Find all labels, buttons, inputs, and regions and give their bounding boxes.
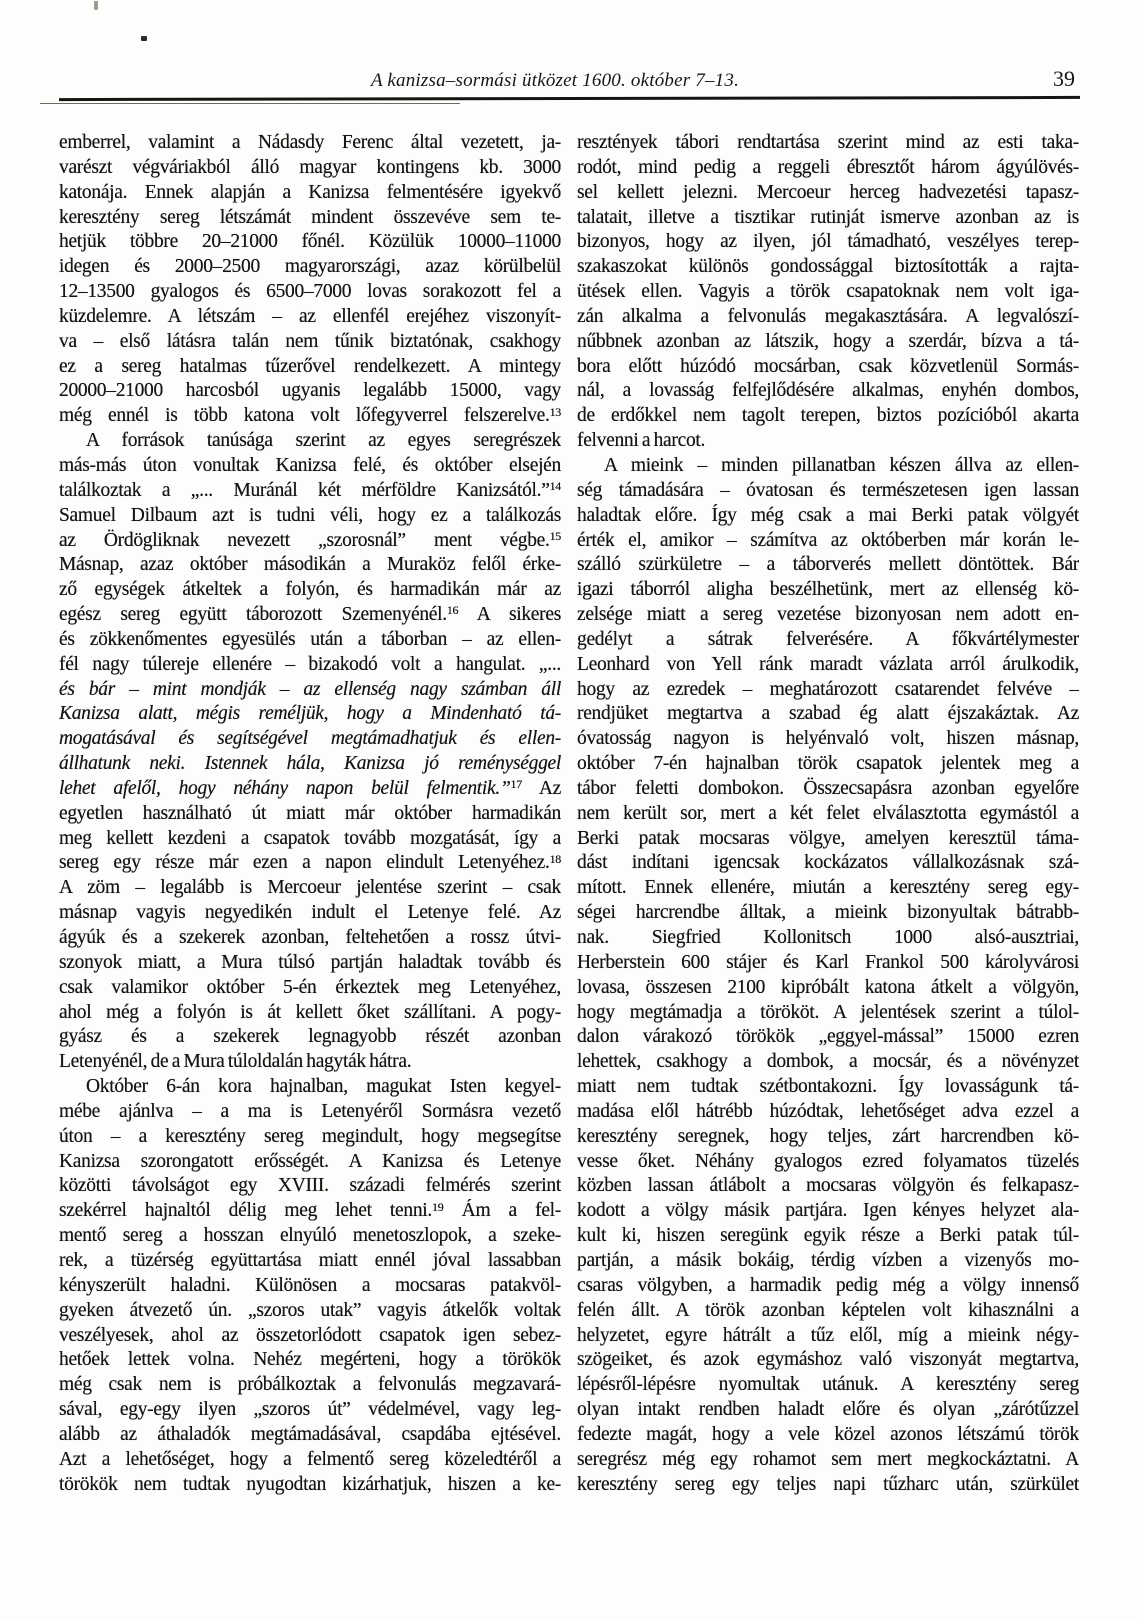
text-line (577, 1448, 1079, 1473)
body-text: szekérrel hajnaltól délig meg lehet tenni. (59, 1200, 433, 1222)
text-line (577, 429, 1079, 454)
body-text: gyeken átvezető ún. „szoros utak” vagyis átkelők voltak (59, 1299, 561, 1321)
text-line (577, 1324, 1079, 1349)
text-line (59, 802, 561, 827)
text-line (59, 553, 561, 578)
text-line (59, 1001, 561, 1026)
body-text: sával, egy-egy ilyen „szoros út” védelmével, vagy leg- (59, 1399, 561, 1421)
text-line (59, 1398, 561, 1423)
text-line (577, 1299, 1079, 1324)
body-text: Ám a fel- (443, 1200, 561, 1222)
text-line (59, 454, 561, 479)
body-text: Azt a lehetőséget, hogy a felmentő sereg közeledtéről a (59, 1448, 561, 1470)
body-text: Az (521, 777, 561, 799)
page-number: 39 (1053, 66, 1075, 91)
text-line (577, 976, 1079, 1001)
text-line (59, 379, 561, 404)
body-text: ségei harcrendbe álltak, a mieink bizonyultak bátrabb- (577, 902, 1079, 924)
text-line (577, 1100, 1079, 1125)
text-line (577, 653, 1079, 678)
body-text: katonája. Ennek alapján a Kanizsa felmentésére igyekvő (59, 181, 561, 203)
text-line (577, 255, 1079, 280)
text-line (59, 1174, 561, 1199)
footnote-ref: 15 (549, 528, 561, 543)
text-column-right (577, 131, 1079, 1497)
text-line (577, 802, 1079, 827)
body-text: 12–13500 gyalogos és 6500–7000 lovas sorakozott fel a (59, 281, 561, 303)
body-text: egyetlen használható út miatt már október harmadikán (59, 802, 561, 824)
text-line (577, 1373, 1079, 1398)
body-text: egész sereg együtt táborozott Szemenyénél. (59, 604, 447, 626)
quote-italic-text: mogatásával és segítségével megtámadhatjuk és ellen- (59, 728, 561, 750)
text-line (59, 603, 561, 628)
body-text: szakaszokat különös gondossággal biztosították a rajta- (577, 256, 1079, 278)
text-line (577, 529, 1079, 554)
text-line (59, 1050, 561, 1075)
body-text: nem került sor, mert a két felet elválasztotta egymástól a (577, 802, 1079, 824)
body-text: sel kellett jelezni. Mercoeur herceg hadvezetési tapasz- (577, 181, 1079, 203)
text-line (577, 181, 1079, 206)
body-text: zán alkalma a felvonulás megakasztására. A legvalószí- (577, 305, 1079, 327)
text-line (59, 429, 561, 454)
body-text: Október 6-án kora hajnalban, magukat Isten kegyel- (86, 1076, 561, 1098)
text-line (59, 752, 561, 777)
text-line (577, 1423, 1079, 1448)
text-line (59, 1423, 561, 1448)
text-line (577, 553, 1079, 578)
body-text: meg kellett kezdeni a csapatok tovább mozgatását, így a (59, 827, 561, 849)
body-text: ahol még a folyón is át kellett őket szállítani. A pogy- (59, 1001, 561, 1023)
body-text: A sikeres (458, 604, 561, 626)
text-line (59, 727, 561, 752)
body-text: úton – a keresztény sereg megindult, hogy megsegítse (59, 1125, 561, 1147)
body-text: fél nagy túlereje ellenére – bizakodó volt a hangulat. „... (59, 653, 561, 675)
body-text: Samuel Dilbaum azt is tudni véli, hogy ez a találkozás (59, 504, 561, 526)
text-line (577, 951, 1079, 976)
body-text: helyzetet, egyre hátrált a tűz elől, míg a mieink négy- (577, 1324, 1079, 1346)
text-line (577, 1050, 1079, 1075)
text-line (577, 156, 1079, 181)
body-text: közben lassan átlábolt a mocsaras völgyön és felkapasz- (577, 1175, 1079, 1197)
text-line (577, 404, 1079, 429)
body-text: A mieink – minden pillanatban készen állva az ellen- (604, 454, 1079, 476)
body-text: ez a sereg hatalmas tűzerővel rendelkezett. A mintegy (59, 355, 561, 377)
text-line (577, 230, 1079, 255)
text-line (577, 131, 1079, 156)
body-text: va – első látásra talán nem tűnik biztatónak, csakhogy (59, 330, 561, 352)
text-line (577, 1001, 1079, 1026)
footnote-ref: 19 (432, 1199, 444, 1214)
body-text: kult ki, hiszen seregünk egyik része a Berki patak túl- (577, 1225, 1079, 1247)
body-text: közötti távolságot egy XVIII. századi felmérés szerint (59, 1175, 561, 1197)
text-line (577, 901, 1079, 926)
body-text: lépésről-lépésre nyomultak utánuk. A keresztény sereg (577, 1374, 1079, 1396)
body-text: partján, a másik bokáig, térdig vízben a vizenyős mo- (577, 1249, 1079, 1271)
footnote-ref: 14 (549, 479, 561, 494)
quote-italic-text: lehet afelől, hogy néhány napon belül felmentik.” (59, 777, 511, 799)
text-line (59, 355, 561, 380)
body-text: még csak nem is próbálkoztak a felvonulás megzavará- (59, 1374, 561, 1396)
quote-italic-text: Kanizsa alatt, mégis reméljük, hogy a Mindenható tá- (59, 703, 561, 725)
text-line (59, 702, 561, 727)
text-line (59, 1324, 561, 1349)
text-line (577, 578, 1079, 603)
text-line (59, 1125, 561, 1150)
body-text: fedezte magát, hogy a vele közel azonos létszámú török (577, 1423, 1079, 1445)
body-text: az Ördögliknak nevezett „szorosnál” ment végbe. (59, 529, 550, 551)
body-text: dást indítani igencsak kockázatos vállalkozásnak szá- (577, 852, 1079, 874)
body-text: keresztény sereg egy teljes napi tűzharc után, szürkület (577, 1473, 1079, 1495)
text-line (577, 678, 1079, 703)
text-line (577, 876, 1079, 901)
body-text: mított. Ennek ellenére, miután a keresztény sereg egy- (577, 877, 1079, 899)
text-line (59, 876, 561, 901)
text-line (59, 926, 561, 951)
body-text: bizonyos, hogy az ilyen, jól támadható, veszélyes terep- (577, 231, 1079, 253)
text-line (59, 156, 561, 181)
text-line (577, 504, 1079, 529)
body-text: rek, a tüzérség együttartása miatt ennél jóval lassabban (59, 1249, 561, 1271)
body-text: sereg egy része már ezen a napon elindult Letenyéhez. (59, 852, 550, 874)
text-line (59, 181, 561, 206)
body-text: Kanizsa szorongatott erősségét. A Kanizsa és Letenye (59, 1150, 561, 1172)
body-text: hetőek lettek volna. Nehéz megérteni, hogy a törökök (59, 1349, 561, 1371)
body-text: csaras völgyben, a harmadik pedig még a völgy innenső (577, 1274, 1079, 1296)
body-text: találkoztak a „... Muránál két mérföldre Kanizsától.” (59, 479, 550, 501)
text-line (59, 678, 561, 703)
body-text: ző egységek átkeltek a folyón, és harmadikán már az (59, 579, 561, 601)
footnote-ref: 18 (549, 851, 561, 866)
text-line (59, 255, 561, 280)
body-text: miatt nem tudtak szétbontakozni. Így lovasságunk tá- (577, 1076, 1079, 1098)
text-line (59, 1100, 561, 1125)
text-line (577, 1398, 1079, 1423)
body-text: felvenni a harcot. (577, 430, 706, 452)
body-text: veszélyesek, ahol az összetorlódott csapatok igen sebez- (59, 1324, 561, 1346)
body-text: mentő sereg a hosszan elnyúló menetoszlopok, a szeke- (59, 1225, 561, 1247)
text-line (59, 1249, 561, 1274)
text-line (59, 628, 561, 653)
body-text: A zöm – legalább is Mercoeur jelentése szerint – csak (59, 877, 561, 899)
running-header-title: A kanizsa–sormási ütközet 1600. október 7–13. (370, 70, 740, 91)
text-line (59, 1448, 561, 1473)
footnote-ref: 17 (510, 777, 522, 792)
body-text: de erdőkkel nem tagolt terepen, biztos pozícióból akarta (577, 405, 1079, 427)
body-text: kényszerült haladni. Különösen a mocsaras patakvöl- (59, 1274, 561, 1296)
body-text: bora előtt húzódó mocsárban, csak közvetlenül Sormás- (577, 355, 1079, 377)
body-text: másnap vagyis negyedikén indult el Letenye felé. Az (59, 902, 561, 924)
header-rule (59, 96, 1080, 101)
text-line (577, 1224, 1079, 1249)
body-text: A források tanúsága szerint az egyes seregrészek (86, 430, 561, 452)
text-line (59, 479, 561, 504)
text-line (577, 206, 1079, 231)
body-text: gedélyt a sátrak felverésére. A főkvártélymester (577, 628, 1079, 650)
text-line (577, 1150, 1079, 1175)
text-line (59, 1299, 561, 1324)
body-text: küzdelemre. A létszám – az ellenfél erejéhez viszonyít- (59, 305, 561, 327)
text-line (577, 280, 1079, 305)
body-text: lehettek, csakhogy a dombok, a mocsár, és a növényzet (577, 1051, 1079, 1073)
body-text: gyász és a szekerek legnagyobb részét azonban (59, 1026, 561, 1048)
text-line (577, 777, 1079, 802)
body-text: nűbbnek azonban az látszik, hogy a szerdár, bízva a tá- (577, 330, 1079, 352)
quote-italic-text: és bár – mint mondják – az ellenség nagy számban áll (59, 678, 561, 700)
text-line (59, 280, 561, 305)
body-text: Másnap, azaz október másodikán a Muraköz felől érke- (59, 554, 561, 576)
body-text: csak valamikor október 5-én érkeztek meg Letenyéhez, (59, 976, 561, 998)
text-line (59, 1473, 561, 1498)
body-text: Leonhard von Yell ránk maradt vázlata arról árulkodik, (577, 653, 1079, 675)
text-line (577, 330, 1079, 355)
text-line (577, 628, 1079, 653)
text-line (59, 653, 561, 678)
body-text: még ennél is több katona volt lőfegyverrel felszerelve. (59, 405, 550, 427)
body-text: hogy az ezredek – meghatározott csatarendet felvéve – (577, 678, 1079, 700)
text-line (59, 1224, 561, 1249)
text-line (59, 1025, 561, 1050)
text-line (59, 504, 561, 529)
text-line (577, 479, 1079, 504)
text-line (577, 603, 1079, 628)
body-text: idegen és 2000–2500 magyarországi, azaz körülbelül (59, 256, 561, 278)
body-text: dalon várakozó törökök „eggyel-mással” 15000 ezren (577, 1026, 1079, 1048)
body-text: kodott a völgy másik partjára. Igen kényes helyzet ala- (577, 1200, 1079, 1222)
text-line (59, 1373, 561, 1398)
text-line (577, 851, 1079, 876)
text-line (59, 404, 561, 429)
body-text: haladtak előre. Így még csak a mai Berki patak völgyét (577, 504, 1079, 526)
quote-italic-text: állhatunk neki. Istennek hála, Kanizsa jó reménységgel (59, 753, 561, 775)
text-line (59, 305, 561, 330)
text-line (59, 529, 561, 554)
body-text: 20000–21000 harcosból ugyanis legalább 15000, vagy (59, 380, 561, 402)
body-text: október 7-én hajnalban török csapatok jelentek meg a (577, 753, 1079, 775)
body-text: zelsége miatt a sereg vezetése bizonyosan nem adott en- (577, 604, 1079, 626)
body-text: varészt végváriakból álló magyar kontingens kb. 3000 (59, 156, 561, 178)
text-line (59, 1348, 561, 1373)
body-text: Berki patak mocsaras völgye, amelyen keresztül táma- (577, 827, 1079, 849)
header-rule-shadow (40, 103, 460, 104)
text-line (59, 578, 561, 603)
text-line (577, 1075, 1079, 1100)
body-text: hogy megtámadja a törököt. A jelentések szerint a túlol- (577, 1001, 1079, 1023)
body-text: Herberstein 600 stájer és Karl Frankol 500 károlyvárosi (577, 951, 1079, 973)
body-text: lovasa, összesen 2100 kipróbált katona átkelt a völgyön, (577, 976, 1079, 998)
body-text: nál, a lovasság felfejlődésére alkalmas, enyhén dombos, (577, 380, 1079, 402)
body-text: más-más úton vonultak Kanizsa felé, és október elsején (59, 454, 561, 476)
body-text: mébe ajánlva – a ma is Letenyéről Sormásra vezető (59, 1100, 561, 1122)
body-text: szálló szürkületre – a táborverés mellett döntöttek. Bár (577, 554, 1079, 576)
body-text: szögeiket, és azok egymáshoz való viszonyát megtartva, (577, 1349, 1079, 1371)
text-line (577, 355, 1079, 380)
text-line (59, 976, 561, 1001)
text-line (577, 379, 1079, 404)
text-line (59, 777, 561, 802)
body-text: olyan intakt rendben haladt előre és olyan „zárótűzzel (577, 1399, 1079, 1421)
text-line (577, 305, 1079, 330)
text-line (577, 727, 1079, 752)
text-line (577, 1274, 1079, 1299)
text-line (59, 1150, 561, 1175)
text-line (577, 454, 1079, 479)
text-line (59, 851, 561, 876)
text-line (577, 1025, 1079, 1050)
body-text: ágyúk és a szekerek azonban, feltehetően a rossz útvi- (59, 927, 561, 948)
text-line (59, 901, 561, 926)
body-text: rendjüket megtartva a szabad ég alatt éjszakáztak. Az (577, 703, 1079, 725)
body-text: rodót, mind pedig a reggeli ébresztőt három ágyúlövés- (577, 156, 1079, 178)
body-text: vesse őket. Néhány gyalogos ezred folyamatos tüzelés (577, 1150, 1079, 1172)
text-line (59, 1075, 561, 1100)
text-line (59, 206, 561, 231)
body-text: és zökkenőmentes egyesülés után a táborban – az ellen- (59, 628, 561, 650)
text-column-left (59, 131, 561, 1497)
body-text: felén állt. A török azonban képtelen volt kihasználni a (577, 1299, 1079, 1321)
body-text: óvatosság nagyon is helyénvaló volt, hiszen másnap, (577, 728, 1079, 750)
text-line (59, 1274, 561, 1299)
text-line (59, 951, 561, 976)
text-line (577, 1473, 1079, 1498)
text-line (59, 827, 561, 852)
text-line (577, 1249, 1079, 1274)
text-line (577, 1199, 1079, 1224)
body-text: madása elől hátrébb húzódtak, lehetőséget adva ezzel a (577, 1100, 1079, 1122)
text-line (577, 702, 1079, 727)
body-text: hetjük többre 20–21000 főnél. Közülük 10000–11000 (59, 231, 561, 253)
text-line (577, 1348, 1079, 1373)
body-text: talatait, illetve a tisztikar rutinját ismerve azonban az is (577, 206, 1079, 228)
footnote-ref: 16 (446, 603, 459, 618)
body-text: emberrel, valamint a Nádasdy Ferenc által vezetett, ja- (59, 132, 561, 153)
text-line (59, 1199, 561, 1224)
body-text: keresztény seregnek, hogy teljes, zárt harcrendben kö- (577, 1125, 1079, 1147)
body-text: törökök nem tudtak nyugodtan kizárhatjuk, hiszen a ke- (59, 1473, 561, 1495)
text-line (59, 131, 561, 156)
text-line (577, 752, 1079, 777)
text-line (577, 827, 1079, 852)
text-line (577, 1174, 1079, 1199)
body-text: Letenyénél, de a Mura túloldalán hagyták hátra. (59, 1051, 412, 1073)
scan-speck (141, 36, 147, 41)
text-line (59, 330, 561, 355)
scan-speck (94, 1, 98, 10)
body-text: alább az áthaladók megtámadásával, csapdába ejtésével. (59, 1423, 561, 1445)
body-text: igazi táborról aligha beszélhetünk, mert az ellenség kö- (577, 579, 1079, 601)
footnote-ref: 13 (549, 404, 561, 419)
text-line (59, 230, 561, 255)
text-line (577, 926, 1079, 951)
body-text: seregrész még egy rohamot sem mert megkockáztatni. A (577, 1448, 1079, 1470)
text-line (577, 1125, 1079, 1150)
body-text: érték el, amikor – számítva az októberben már korán le- (577, 529, 1079, 551)
body-text: ség támadására – óvatosan és természetesen igen lassan (577, 479, 1079, 501)
body-text: keresztény sereg létszámát mindent összevéve sem te- (59, 206, 561, 228)
body-text: resztények tábori rendtartása szerint mind az esti taka- (577, 132, 1079, 153)
body-text: szonyok miatt, a Mura túlsó partján haladtak tovább és (59, 951, 561, 973)
body-text: tábor feletti dombokon. Összecsapásra azonban egyelőre (577, 777, 1079, 799)
body-text: nak. Siegfried Kollonitsch 1000 alsó-ausztriai, (577, 927, 1079, 948)
body-text: ütések ellen. Vagyis a török csapatoknak nem volt iga- (577, 281, 1079, 303)
